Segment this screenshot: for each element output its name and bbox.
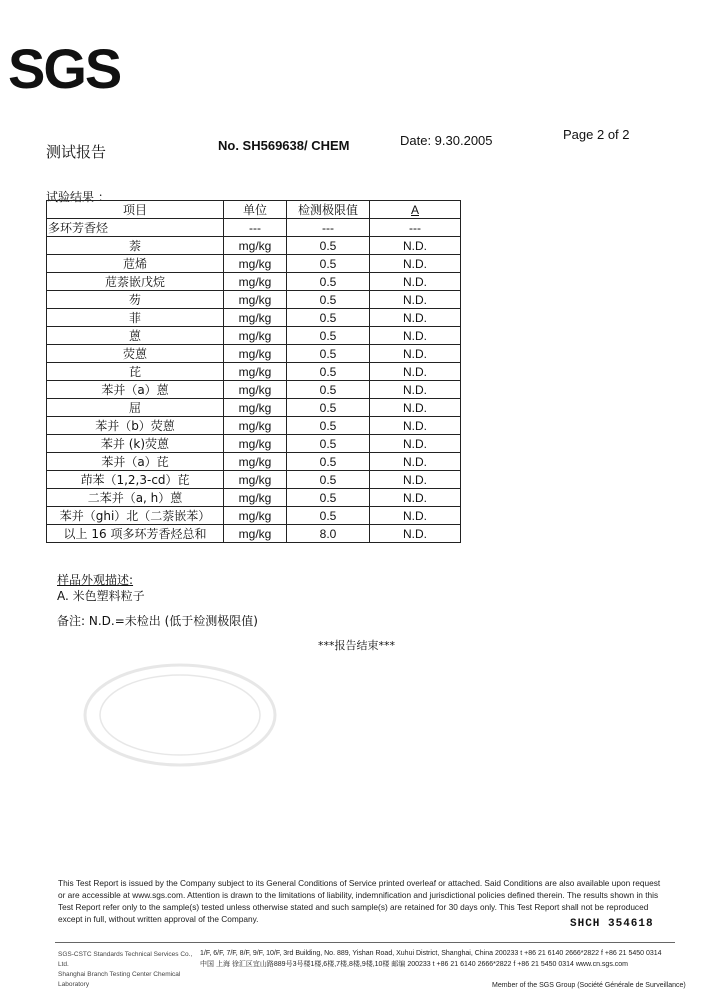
cell-unit: mg/kg: [224, 237, 287, 255]
table-row: [47, 399, 461, 417]
report-date: Date: 9.30.2005: [400, 133, 493, 148]
cell-item: 苊烯: [47, 255, 224, 273]
table-row: [47, 219, 461, 237]
cell-limit: 0.5: [287, 237, 370, 255]
table-row: [47, 237, 461, 255]
cell-item: 以上 16 项多环芳香烃总和: [47, 525, 224, 543]
cell-unit: mg/kg: [224, 381, 287, 399]
sgs-logo-text: SGS: [8, 38, 121, 98]
cell-result: N.D.: [370, 453, 461, 471]
report-code: SHCH 354618: [570, 918, 654, 930]
cell-item: 多环芳香烃: [47, 219, 224, 237]
page-indicator: Page 2 of 2: [563, 127, 630, 142]
table-header-row: [47, 201, 461, 219]
remark: 备注: N.D.=未检出 (低于检测极限值): [57, 614, 258, 628]
cell-limit: 0.5: [287, 399, 370, 417]
cell-limit: 0.5: [287, 489, 370, 507]
cell-result: N.D.: [370, 363, 461, 381]
cell-unit: mg/kg: [224, 327, 287, 345]
table-row: [47, 489, 461, 507]
table-row: [47, 507, 461, 525]
cell-result: N.D.: [370, 291, 461, 309]
table-row: [47, 363, 461, 381]
appearance-item: A. 米色塑料粒子: [57, 589, 145, 603]
cell-limit: 0.5: [287, 327, 370, 345]
cell-result: N.D.: [370, 417, 461, 435]
report-title: 测试报告: [46, 143, 107, 161]
footer-address: [200, 948, 690, 970]
header-limit: 检测极限值: [287, 201, 370, 219]
cell-item: 苯并（b）荧蒽: [47, 417, 224, 435]
cell-unit: mg/kg: [224, 489, 287, 507]
table-row: [47, 327, 461, 345]
cell-limit: 0.5: [287, 309, 370, 327]
header-item: 项目: [47, 201, 224, 219]
appearance-label: 样品外观描述:: [57, 573, 134, 587]
table-row: [47, 381, 461, 399]
cell-result: N.D.: [370, 237, 461, 255]
cell-limit: 0.5: [287, 417, 370, 435]
footer-address-cn: 中国 上海 徐汇区宜山路889号3号楼1楼,6楼,7楼,8楼,9楼,10楼 邮编 200233 t +86 21 6140 2666*2822 f +86 21 5450 0314 www.cn.sgs.com: [200, 961, 628, 968]
cell-result: N.D.: [370, 327, 461, 345]
cell-limit: ---: [287, 219, 370, 237]
cell-limit: 0.5: [287, 471, 370, 489]
footer-company-name: SGS-CSTC Standards Technical Services Co., Ltd.: [58, 951, 193, 968]
cell-limit: 8.0: [287, 525, 370, 543]
cell-unit: mg/kg: [224, 291, 287, 309]
cell-item: 蒽: [47, 327, 224, 345]
cell-item: 菲: [47, 309, 224, 327]
table-row: [47, 345, 461, 363]
cell-result: N.D.: [370, 525, 461, 543]
results-label: 试验结果 ：: [46, 190, 110, 204]
table-row: [47, 417, 461, 435]
report-number: No. SH569638/ CHEM: [218, 138, 350, 153]
cell-unit: mg/kg: [224, 525, 287, 543]
cell-unit: mg/kg: [224, 399, 287, 417]
cell-unit: mg/kg: [224, 435, 287, 453]
cell-item: 苯并（a）蒽: [47, 381, 224, 399]
cell-item: 茚苯（1,2,3-cd）芘: [47, 471, 224, 489]
cell-result: ---: [370, 219, 461, 237]
cell-result: N.D.: [370, 471, 461, 489]
cell-unit: mg/kg: [224, 471, 287, 489]
footer-branch-name: Shanghai Branch Testing Center Chemical Laboratory: [58, 971, 181, 988]
results-table: [46, 200, 461, 543]
end-of-report: ***报告结束***: [318, 639, 395, 652]
cell-unit: mg/kg: [224, 417, 287, 435]
cell-unit: mg/kg: [224, 453, 287, 471]
cell-limit: 0.5: [287, 507, 370, 525]
cell-item: 荧蒽: [47, 345, 224, 363]
cell-limit: 0.5: [287, 255, 370, 273]
header-unit: 单位: [224, 201, 287, 219]
cell-item: 屈: [47, 399, 224, 417]
cell-result: N.D.: [370, 381, 461, 399]
cell-unit: mg/kg: [224, 273, 287, 291]
cell-item: 二苯并（a, h）蒽: [47, 489, 224, 507]
cell-result: N.D.: [370, 399, 461, 417]
table-row: [47, 309, 461, 327]
cell-unit: mg/kg: [224, 345, 287, 363]
header-sample-a: A: [370, 201, 461, 219]
table-row: [47, 291, 461, 309]
cell-result: N.D.: [370, 255, 461, 273]
table-row: [47, 471, 461, 489]
cell-item: 苯并（ghi）北（二萘嵌苯）: [47, 507, 224, 525]
cell-limit: 0.5: [287, 381, 370, 399]
footer-company: [58, 950, 193, 990]
cell-limit: 0.5: [287, 291, 370, 309]
cell-result: N.D.: [370, 435, 461, 453]
cell-item: 萘: [47, 237, 224, 255]
cell-unit: ---: [224, 219, 287, 237]
cell-result: N.D.: [370, 273, 461, 291]
cell-unit: mg/kg: [224, 363, 287, 381]
table-row: [47, 255, 461, 273]
cell-unit: mg/kg: [224, 507, 287, 525]
cell-limit: 0.5: [287, 363, 370, 381]
table-row: [47, 453, 461, 471]
cell-unit: mg/kg: [224, 255, 287, 273]
table-row-total: [47, 525, 461, 543]
cell-item: 苯并（a）芘: [47, 453, 224, 471]
cell-result: N.D.: [370, 345, 461, 363]
cell-limit: 0.5: [287, 273, 370, 291]
footer-divider: [55, 942, 675, 943]
cell-result: N.D.: [370, 309, 461, 327]
footer-address-en: 1/F, 6/F, 7/F, 8/F, 9/F, 10/F, 3rd Building, No. 889, Yishan Road, Xuhui District, Shanghai, China 200233 t +86 21 6140 2666*2822 f +86 21 5450 0314: [200, 950, 662, 957]
cell-item: 苯并 (k)荧蒽: [47, 435, 224, 453]
footer-member: Member of the SGS Group (Société Générale de Surveillance): [492, 982, 686, 989]
sgs-seal-watermark: [80, 660, 280, 770]
cell-unit: mg/kg: [224, 309, 287, 327]
cell-item: 芴: [47, 291, 224, 309]
cell-limit: 0.5: [287, 453, 370, 471]
cell-item: 苊萘嵌戊烷: [47, 273, 224, 291]
cell-limit: 0.5: [287, 435, 370, 453]
cell-result: N.D.: [370, 489, 461, 507]
cell-limit: 0.5: [287, 345, 370, 363]
cell-item: 芘: [47, 363, 224, 381]
sgs-logo: [6, 38, 140, 98]
cell-result: N.D.: [370, 507, 461, 525]
table-row: [47, 273, 461, 291]
disclaimer-text: This Test Report is issued by the Company subject to its General Conditions of Service printed overleaf or attached. Said Conditions are also available upon request or are accessible at www.sgs.com. Attention is drawn to the limitations of liability, indemnification and jurisdictional policies defined therein. The results shown in this Test Report refer only to the sample(s) tested unless otherwise stated and such sample(s) are retained for 30 days only. This Test Report shall not be reproduced except in full, without written approval of the Company.: [58, 878, 661, 924]
table-row: [47, 435, 461, 453]
